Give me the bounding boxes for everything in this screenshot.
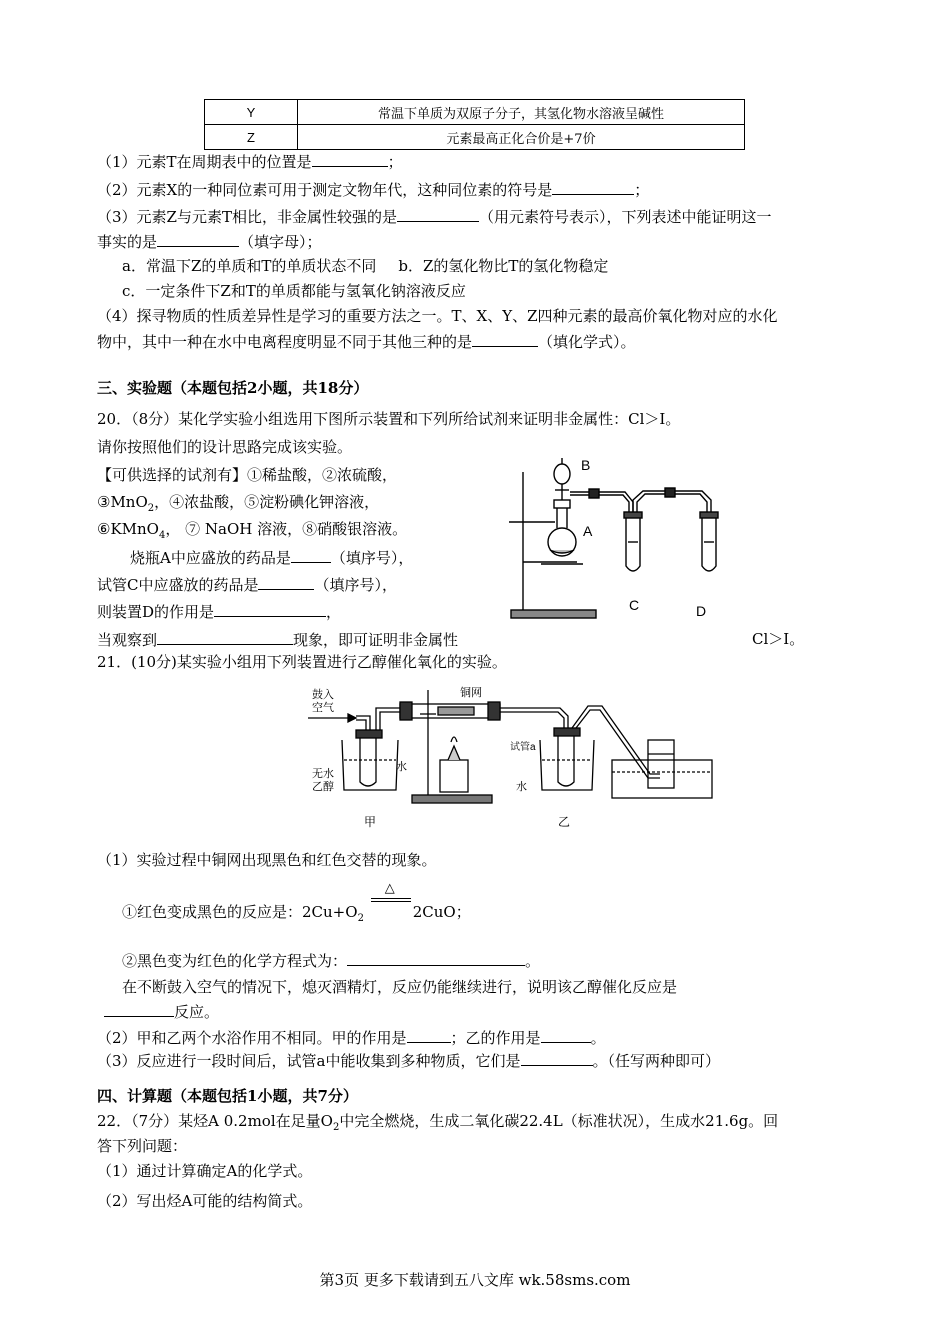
table-desc-cell: 元素最高正化合价是+7价 [298,125,745,150]
answer-blank[interactable] [541,1027,591,1043]
answer-blank[interactable] [472,331,538,347]
q20-reagents-3: ⑥KMnO$_4$， ⑦ NaOH 溶液，⑧硝酸银溶液。 [97,520,408,541]
label-ethanol-1: 无水 [312,768,334,780]
q22-sub2: （2）写出烃A可能的结构简式。 [97,1192,313,1210]
q19-part1: （1）元素T在周期表中的位置是 ； [97,153,403,171]
q21-reaction-1: ①红色变成黑色的反应是：$2Cu+O_2$ △ 2CuO； [122,881,471,924]
q21-sub1-blank: 反应。 [104,1001,219,1022]
q20-fill-4: 当观察到 现象，即可证明非金属性 [97,631,459,649]
section-4-heading: 四、计算题（本题包括1小题，共7分） [97,1087,358,1105]
label-yi: 乙 [558,815,571,829]
answer-blank[interactable] [157,629,293,645]
q21-sub1-cont: 在不断鼓入空气的情况下，熄灭酒精灯，反应仍能继续进行，说明该乙醇催化反应是 [122,978,678,996]
q20-fill-4-end: Cl＞I。 [752,630,805,648]
q19-option-c: c．一定条件下Z和T的单质都能与氢氧化钠溶液反应 [122,282,466,300]
answer-blank[interactable] [407,1027,451,1043]
q20-apparatus-figure [505,452,745,630]
section-3-heading: 三、实验题（本题包括2小题，共18分） [97,379,369,397]
q20-fill-1: 烧瓶A中应盛放的药品是 （填序号）， [130,549,414,567]
label-d: D [696,603,707,619]
q20-line1: 20．（8分）某化学实验小组选用下图所示装置和下列所给试剂来证明非金属性：Cl＞I。 [97,410,681,428]
q19-part4: （4）探寻物质的性质差异性是学习的重要方法之一。T、X、Y、Z四种元素的最高价氧化物对应的水化 [97,307,778,325]
answer-blank[interactable] [291,547,331,563]
q22-line1: 22．（7分）某烃A 0.2mol在足量$O_2$中完全燃烧，生成二氧化碳22.4L（标准状况），生成水21.6g。回 [97,1112,779,1133]
q22-line2: 答下列问题： [97,1137,188,1155]
q19-part3: （3）元素Z与元素T相比，非金属性较强的是 （用元素符号表示），下列表述中能证明这一 [97,208,772,226]
table-row [205,100,745,125]
q19-part2: （2）元素X的一种同位素可用于测定文物年代，这种同位素的符号是 ； [97,181,650,199]
answer-blank[interactable] [214,601,326,617]
answer-blank[interactable] [258,574,314,590]
q22-sub1: （1）通过计算确定A的化学式。 [97,1162,313,1180]
label-air-2: 空气 [312,702,334,714]
q21-sub1: （1）实验过程中铜网出现黑色和红色交替的现象。 [97,851,437,869]
q21-reaction-2: ②黑色变为红色的化学方程式为： 。 [122,952,541,970]
q20-fill-3: 则装置D的作用是 ， [97,603,342,621]
label-tube-a: 试管a [510,742,536,753]
table-row [205,125,745,150]
answer-blank[interactable] [157,231,239,247]
table-key-cell: Y [205,100,298,125]
label-water-1: 水 [396,761,407,773]
q19-options-ab: a．常温下Z的单质和T的单质状态不同 b．Z的氢化物比T的氢化物稳定 [122,257,609,275]
q21-apparatus-figure [300,680,720,830]
q20-fill-2: 试管C中应盛放的药品是 （填序号）， [97,576,397,594]
answer-blank[interactable] [312,151,388,167]
q21-line1: 21．(10分)某实验小组用下列装置进行乙醇催化氧化的实验。 [97,653,507,671]
label-c: C [629,597,640,613]
q20-reagents-2: ③MnO$_2$，④浓盐酸，⑤淀粉碘化钾溶液， [97,493,380,514]
answer-blank[interactable] [347,950,525,966]
heat-symbol: △ [384,881,395,896]
element-table [204,99,745,150]
q19-part3-cont: 事实的是 （填字母）； [97,233,322,251]
label-jia: 甲 [364,815,377,829]
label-air-1: 鼓入 [312,689,334,701]
q21-sub2: （2）甲和乙两个水浴作用不相同。甲的作用是 ；乙的作用是 。 [97,1029,606,1047]
answer-blank[interactable] [552,179,634,195]
table-desc-cell: 常温下单质为双原子分子，其氢化物水溶液呈碱性 [298,100,745,125]
q21-sub3: （3）反应进行一段时间后，试管a中能收集到多种物质，它们是 。（任写两种即可） [97,1052,721,1070]
label-b: B [581,457,591,473]
label-a: A [583,523,593,539]
answer-blank[interactable] [521,1050,593,1066]
label-water-2: 水 [516,781,527,793]
answer-blank[interactable] [104,1001,174,1017]
label-copper-mesh: 铜网 [460,687,482,699]
q20-line2: 请你按照他们的设计思路完成该实验。 [97,438,353,456]
table-key-cell: Z [205,125,298,150]
answer-blank[interactable] [397,206,479,222]
q19-part4-cont: 物中，其中一种在水中电离程度明显不同于其他三种的是 （填化学式）。 [97,333,636,351]
page-footer: 第3页 更多下载请到五八文库 wk.58sms.com [319,1271,631,1289]
q20-reagents-1: 【可供选择的试剂有】①稀盐酸，②浓硫酸， [97,466,398,484]
label-ethanol-2: 乙醇 [312,781,334,793]
